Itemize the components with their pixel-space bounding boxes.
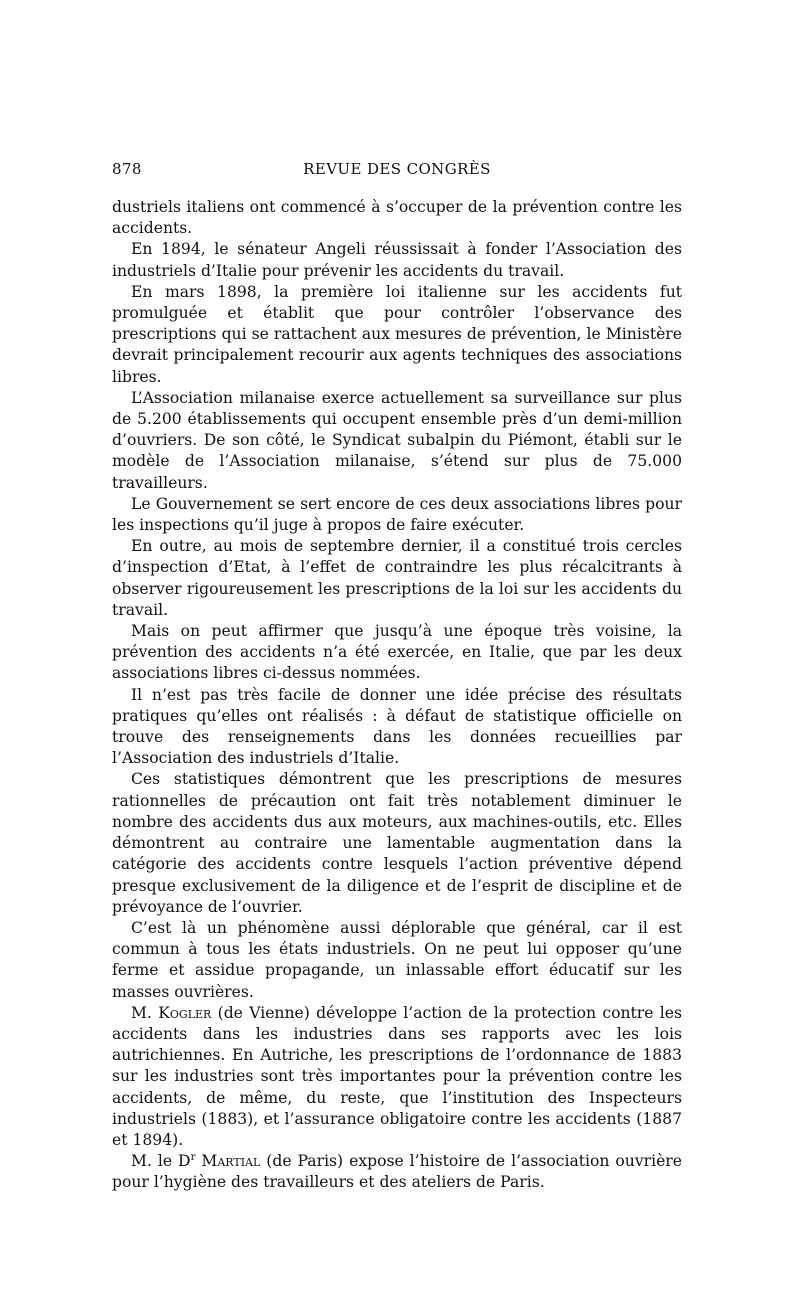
body-text xyxy=(112,197,682,1194)
paragraph-milan-association: L’Association milanaise exerce actuellement sa surveillance sur plus de 5.200 établissements qui occupent ensemble près d’un demi-million d’ouvriers. De son côté, le Syndicat subalpin du Piémont, établi sur le modèle de l’Association milanaise, s’étend sur plus de 75.000 travailleurs. xyxy=(112,388,682,492)
paragraph-kogler xyxy=(112,1003,682,1151)
running-title: REVUE DES CONGRÈS xyxy=(303,160,491,178)
paragraph-statistics: Ces statistiques démontrent que les prescriptions de mesures rationnelles de précaution ont fait très notablement diminuer le nombre des accidents dus aux moteurs, aux machines-outils, etc. Elles démontrent au contraire une lamentable augmentation dans la catégorie des accidents contre lesquels l’action préventive dépend presque exclusivement de la diligence et de l’esprit de discipline et de prévoyance de l’ouvrier. xyxy=(112,770,682,916)
speaker-name-kogler: Kogler xyxy=(158,1003,212,1022)
page-number: 878 xyxy=(112,160,142,178)
doctor-abbreviation-sup: r xyxy=(190,1151,196,1163)
kogler-prefix: M. xyxy=(131,1003,159,1022)
martial-text: (de Paris) expose l’histoire de l’association ouvrière pour l’hygiène des travailleurs et des ateliers de Paris. xyxy=(112,1152,682,1192)
paragraph-continuation: dustriels italiens ont commencé à s’occuper de la prévention contre les accidents. xyxy=(112,198,682,238)
kogler-text: (de Vienne) développe l’action de la protection contre les accidents dans les industries dans ses rapports avec les lois autrichiennes. En Autriche, les prescriptions de l’ordonnance de 1883 sur les industries sont très importantes pour la prévention contre les accidents, de même, du reste, que l’institution des Inspecteurs industriels (1883), et l’assurance obligatoire contre les accidents (1887 et 1894). xyxy=(112,1003,682,1149)
paragraph-state-inspection-circles: En outre, au mois de septembre dernier, il a constitué trois cercles d’inspection d’Etat, à l’effet de contraindre les plus récalcitrants à observer rigoureusement les prescriptions de la loi sur les accidents du travail. xyxy=(112,537,682,619)
paragraph-law-1898: En mars 1898, la première loi italienne sur les accidents fut promulguée et établit que pour contrôler l’observance des prescriptions qui se rattachent aux mesures de prévention, le Ministère devrait principalement recourir aux agents techniques des associations libres. xyxy=(112,282,682,386)
paragraph-practical-results: Il n’est pas très facile de donner une idée précise des résultats pratiques qu’elles ont réalisés : à défaut de statistique officielle on trouve des renseignements dans les données recueillies par l’Association des industriels d’Italie. xyxy=(112,685,682,768)
paragraph-martial xyxy=(112,1151,682,1193)
martial-prefix: M. le D xyxy=(131,1152,191,1171)
paragraph-deplorable-phenomenon: C’est là un phénomène aussi déplorable que général, car il est commun à tous les états industriels. On ne peut lui opposer qu’une ferme et assidue propagande, un inlassable effort éducatif sur les masses ouvrières. xyxy=(112,918,682,1001)
paragraph-government-inspections: Le Gouvernement se sert encore de ces deux associations libres pour les inspections qu’il juge à propos de faire exécuter. xyxy=(112,494,682,535)
paragraph-angeli-association: En 1894, le sénateur Angeli réussissait à fonder l’Association des industriels d’Italie pour prévenir les accidents du travail. xyxy=(112,240,682,280)
speaker-name-martial: Martial xyxy=(201,1152,261,1171)
paragraph-prevention-history: Mais on peut affirmer que jusqu’à une époque très voisine, la prévention des accidents n’a été exercée, en Italie, que par les deux associations libres ci-dessus nommées. xyxy=(112,622,682,683)
page-header xyxy=(112,160,682,184)
